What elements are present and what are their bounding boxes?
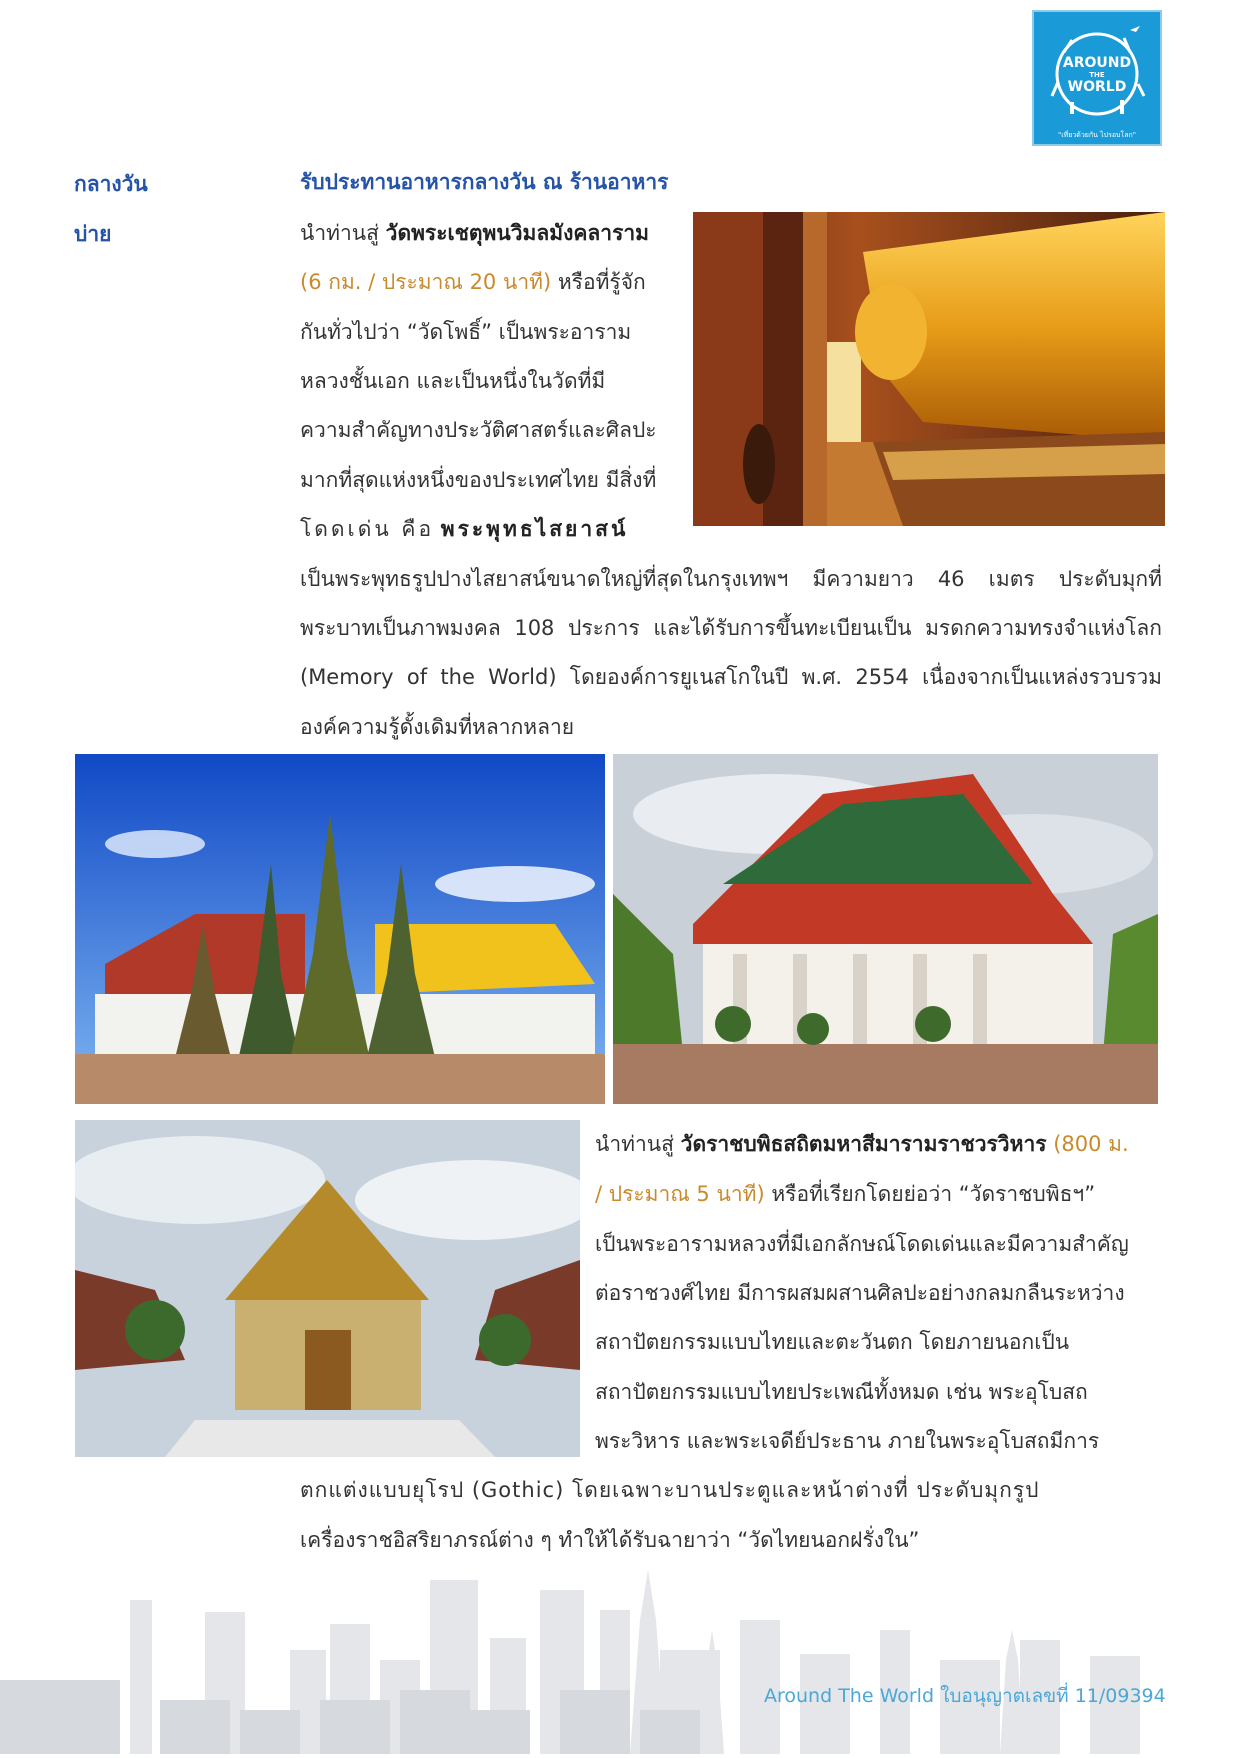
wat-pho-full-line-3: (Memory of the World) โดยองค์การยูเนสโกในปี พ.ศ. 2554 เนื่องจากเป็นแหล่งรวบรวม (300, 665, 1162, 689)
ratchabophit-name: วัดราชบพิธสถิตมหาสีมารามราชวรวิหาร (680, 1132, 1047, 1156)
time-label-noon: กลางวัน (74, 172, 148, 196)
ratchabophit-intro: นำท่านสู่ (595, 1132, 674, 1156)
ratchabophit-distance-b: / ประมาณ 5 นาที) (595, 1182, 765, 1206)
wat-pho-ubosot-photo (613, 754, 1158, 1104)
time-label-afternoon: บ่าย (74, 222, 112, 246)
ratchabophit-line-3: เป็นพระอารามหลวงที่มีเอกลักษณ์โดดเด่นและมีความสำคัญ (595, 1232, 1129, 1256)
wat-pho-line-4: หลวงชั้นเอก และเป็นหนึ่งในวัดที่มี (300, 369, 606, 393)
ratchabophit-nickname: หรือที่เรียกโดยย่อว่า “วัดราชบพิธฯ” (771, 1182, 1096, 1206)
wat-pho-line-2 (300, 267, 646, 297)
ratchabophit-distance-a: (800 ม. (1053, 1132, 1129, 1156)
ratchabophit-full-line-2: เครื่องราชอิสริยาภรณ์ต่าง ๆ ทำให้ได้รับฉายาว่า “วัดไทยนอกฝรั่งใน” (300, 1528, 920, 1552)
wat-pho-distance: (6 กม. / ประมาณ 20 นาที) (300, 270, 552, 294)
footer-license-text: Around The World ใบอนุญาตเลขที่ 11/09394 (764, 1685, 1166, 1707)
wat-pho-line-5: ความสำคัญทางประวัติศาสตร์และศิลปะ (300, 418, 657, 442)
lunch-heading: รับประทานอาหารกลางวัน ณ ร้านอาหาร (300, 170, 669, 194)
wat-pho-chedis-photo (75, 754, 605, 1104)
ratchabophit-line-2 (595, 1179, 1095, 1209)
logo-text-around: AROUND (1062, 55, 1132, 71)
wat-pho-full-line-1: เป็นพระพุทธรูปปางไสยาสน์ขนาดใหญ่ที่สุดในกรุงเทพฯ มีความยาว 46 เมตร ประดับมุกที่ (300, 567, 1162, 591)
company-logo (1032, 10, 1162, 146)
wat-pho-highlight: พระพุทธไสยาสน์ (440, 517, 629, 541)
wat-pho-name: วัดพระเชตุพนวิมลมังคลาราม (385, 221, 649, 245)
wat-pho-text-short: โดดเด่น คือ (300, 517, 435, 541)
wat-pho-line-1 (300, 218, 649, 248)
wat-pho-full-line-2: พระบาทเป็นภาพมงคล 108 ประการ และได้รับการขึ้นทะเบียนเป็น มรดกความทรงจำแห่งโลก (300, 616, 1162, 640)
ratchabophit-line-1 (595, 1129, 1129, 1159)
ratchabophit-line-7: พระวิหาร และพระเจดีย์ประธาน ภายในพระอุโบสถมีการ (595, 1429, 1100, 1453)
wat-pho-full-line-4: องค์ความรู้ดั้งเดิมที่หลากหลาย (300, 715, 575, 739)
logo-text-the: THE (1089, 71, 1105, 79)
wat-pho-line-3: กันทั่วไปว่า “วัดโพธิ์” เป็นพระอาราม (300, 320, 632, 344)
wat-pho-line-6: มากที่สุดแห่งหนึ่งของประเทศไทย มีสิ่งที่ (300, 468, 657, 492)
ratchabophit-line-6: สถาปัตยกรรมแบบไทยประเพณีทั้งหมด เช่น พระอุโบสถ (595, 1380, 1088, 1404)
wat-pho-text: หรือที่รู้จัก (557, 270, 646, 294)
wat-pho-intro: นำท่านสู่ (300, 221, 379, 245)
city-skyline-background (0, 1560, 1240, 1754)
wat-pho-line-7 (300, 514, 628, 544)
logo-text-world: WORLD (1067, 79, 1127, 95)
logo-slogan: "เที่ยวด้วยกัน ไปรอบโลก" (1058, 131, 1136, 139)
ratchabophit-full-line-1: ตกแต่งแบบยุโรป (Gothic) โดยเฉพาะบานประตูและหน้าต่างที่ ประดับมุกรูป (300, 1478, 1040, 1502)
wat-ratchabophit-photo (75, 1120, 580, 1457)
reclining-buddha-photo (693, 212, 1165, 526)
ratchabophit-line-4: ต่อราชวงศ์ไทย มีการผสมผสานศิลปะอย่างกลมกลืนระหว่าง (595, 1281, 1125, 1305)
ratchabophit-line-5: สถาปัตยกรรมแบบไทยและตะวันตก โดยภายนอกเป็น (595, 1330, 1070, 1354)
